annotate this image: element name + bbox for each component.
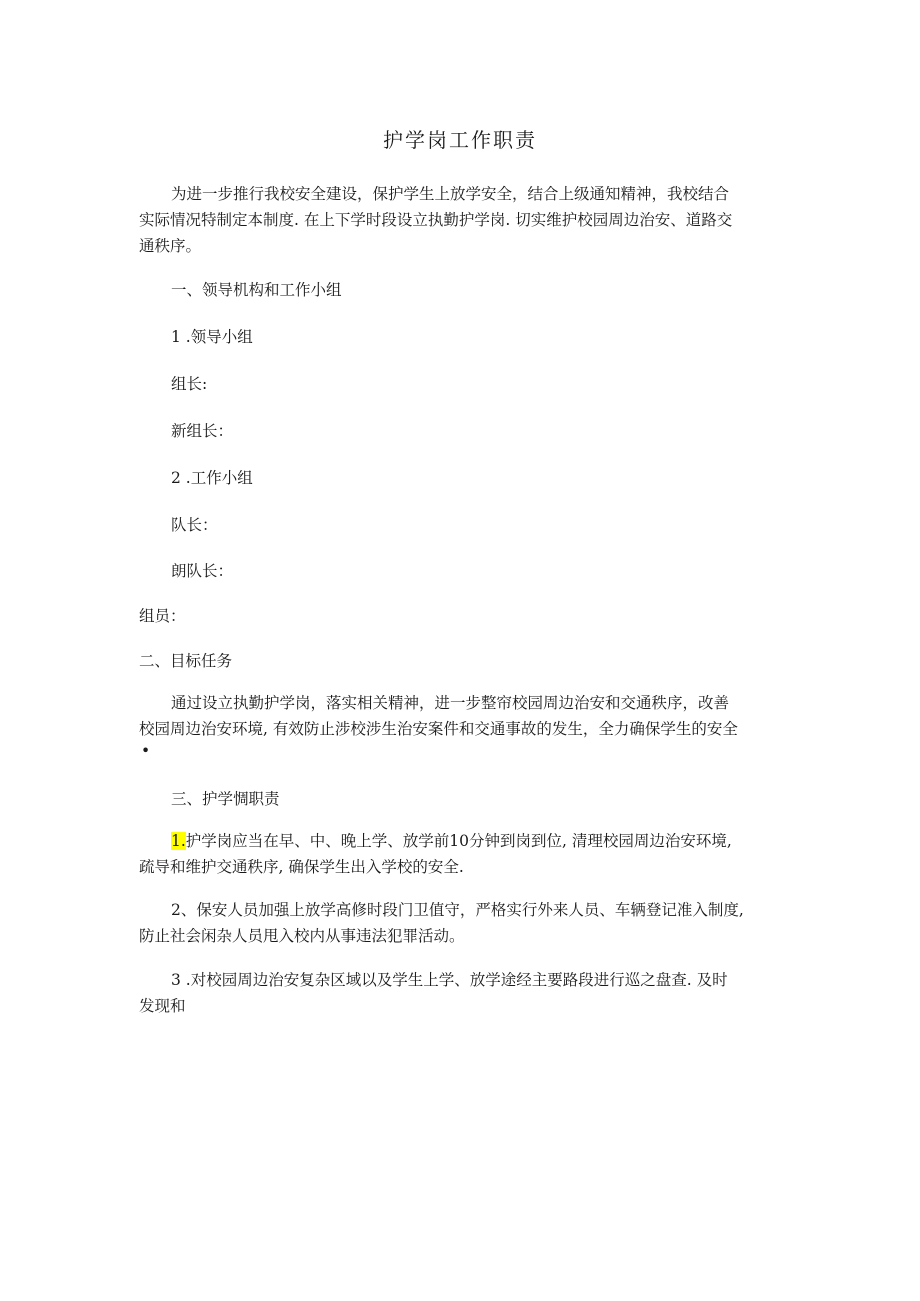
deputy-captain-label: 朗队长： xyxy=(171,562,234,580)
section-3-item-2-line-1: 2、保安人员加强上放学高修时段门卫值守，严格实行外来人员、车辆登记准入制度, xyxy=(171,901,744,919)
section-2-heading: 二、目标任务 xyxy=(139,652,233,670)
section-2-line-2: 校园周边治安环境, 有效防止涉校涉生治安案件和交通事故的发生，全力确保学生的安全 xyxy=(139,720,738,738)
section-2-line-3: • xyxy=(141,742,151,760)
intro-line-1: 为进一步推行我校安全建设，保护学生上放学安全，结合上级通知精神，我校结合 xyxy=(171,185,730,203)
section-1-sub-2: 2 .工作小组 xyxy=(171,469,253,487)
section-3-item-2-line-2: 防止社会闲杂人员甩入校内从事违法犯罪活动。 xyxy=(139,927,465,945)
section-3-item-1-line-1 xyxy=(171,828,732,854)
intro-line-3: 通秩序。 xyxy=(139,237,202,255)
item-1-text: 护学岗应当在早、中、晚上学、放学前10分钟到岗到位, 清理校园周边治安环境, xyxy=(185,832,732,850)
section-3-item-3-line-2: 发现和 xyxy=(139,997,186,1015)
section-1-sub-1: 1 .领导小组 xyxy=(171,328,253,346)
highlighted-number: 1. xyxy=(171,832,186,850)
section-3-item-3-line-1: 3 .对校园周边治安复杂区域以及学生上学、放学途经主要路段进行巡之盘查. 及时 xyxy=(171,971,728,989)
section-3-heading: 三、护学惆职责 xyxy=(171,790,280,808)
section-2-line-1: 通过设立执勤护学岗，落实相关精神，进一步整帘校园周边治安和交通秩序，改善 xyxy=(171,694,730,712)
page-title: 护学岗工作职责 xyxy=(383,128,537,152)
intro-line-2: 实际情况特制定本制度. 在上下学时段设立执勤护学岗. 切实维护校园周边治安、道路交 xyxy=(139,211,733,229)
section-3-item-1-line-2: 疏导和维护交通秩序, 确保学生出入学校的安全. xyxy=(139,858,464,876)
leader-label: 组长: xyxy=(171,375,208,393)
deputy-leader-label: 新组长： xyxy=(171,422,234,440)
members-label: 组员： xyxy=(139,607,186,625)
captain-label: 队长： xyxy=(171,516,218,534)
section-1-heading: 一、领导机构和工作小组 xyxy=(171,281,342,299)
